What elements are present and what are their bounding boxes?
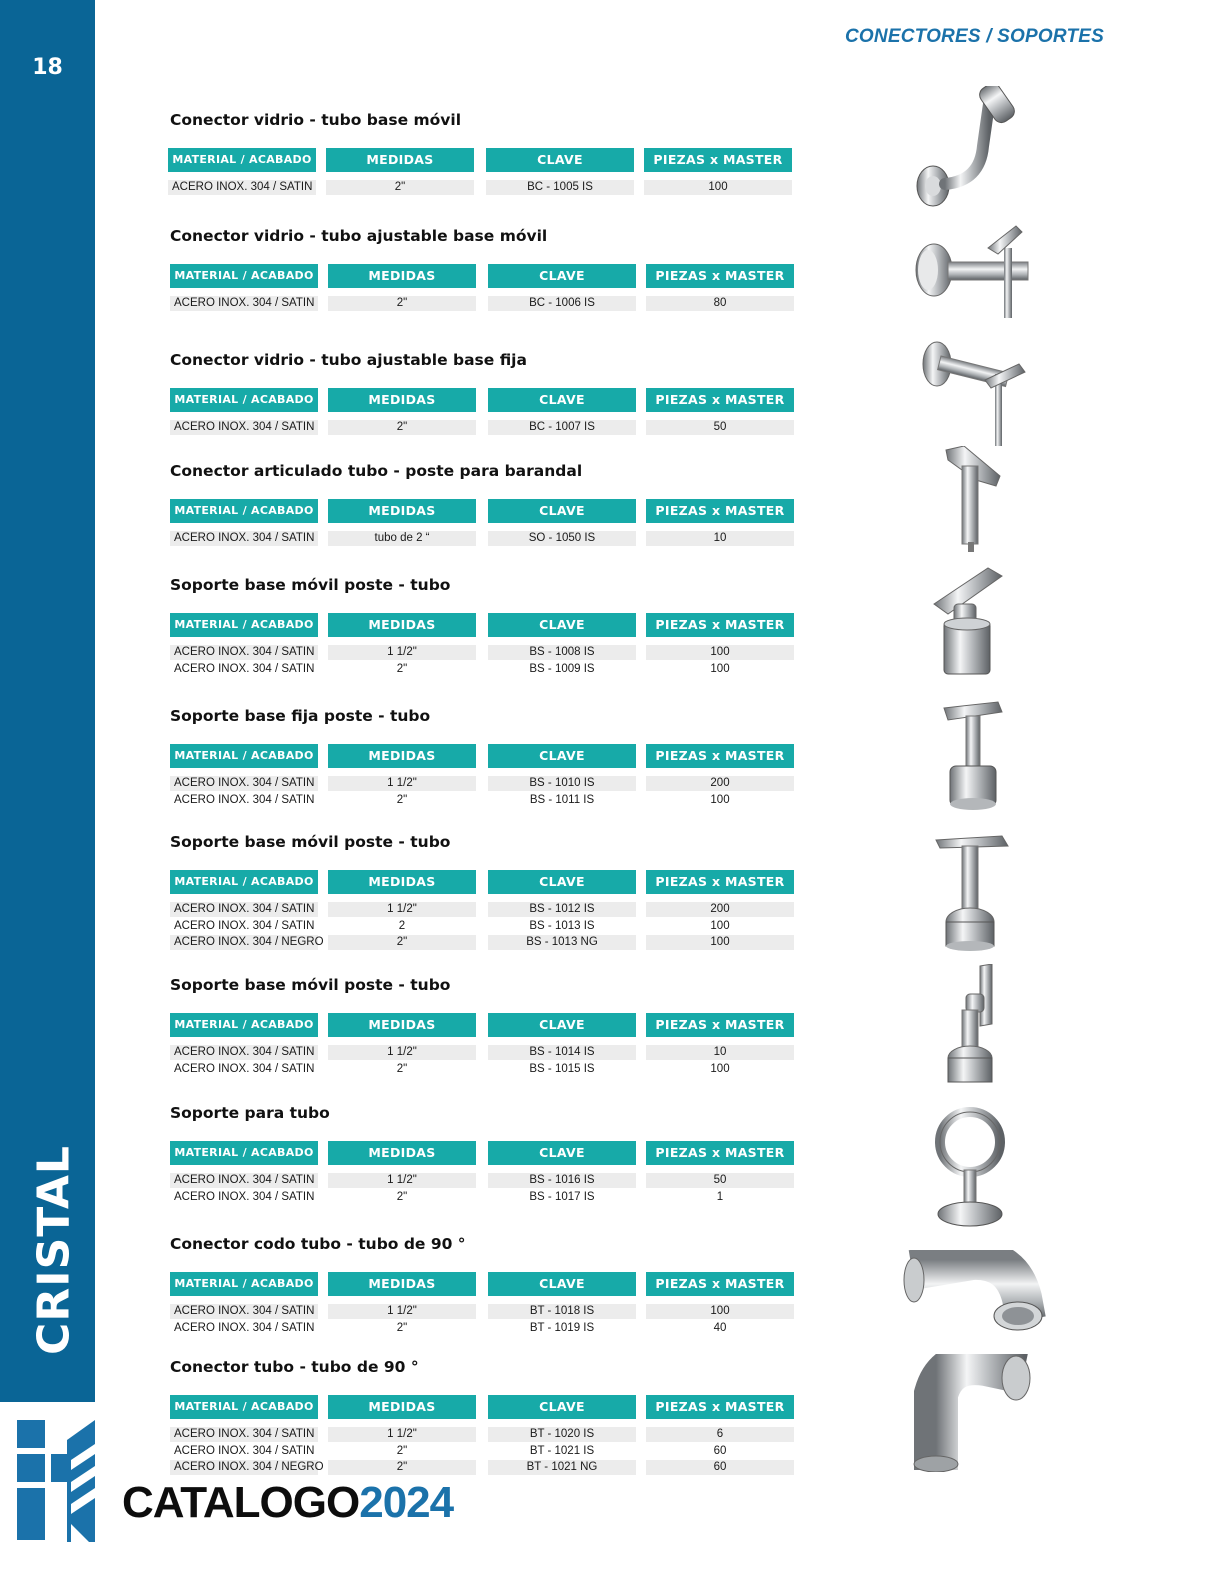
header-piezas: PIEZAS x MASTER — [646, 744, 794, 768]
header-clave: CLAVE — [488, 1272, 636, 1296]
cell-material: ACERO INOX. 304 / SATIN — [170, 296, 318, 311]
header-medidas: MEDIDAS — [328, 1013, 476, 1037]
cell-clave: BS - 1014 IS — [488, 1045, 636, 1060]
table-rows — [170, 531, 795, 548]
table-rows — [170, 1173, 795, 1206]
cell-material: ACERO INOX. 304 / SATIN — [170, 420, 318, 435]
table-rows — [170, 645, 795, 678]
cell-material: ACERO INOX. 304 / SATIN — [174, 1190, 315, 1203]
cell-piezas: 100 — [644, 180, 792, 195]
table-header — [170, 744, 795, 768]
brand-logo-icon — [17, 1420, 97, 1546]
header-clave: CLAVE — [488, 264, 636, 288]
table-row — [170, 902, 795, 919]
section-title: Conector articulado tubo - poste para barandal — [170, 462, 583, 480]
table-row — [170, 1190, 795, 1207]
table-row — [170, 1427, 795, 1444]
table-header — [170, 388, 795, 412]
cell-clave: BT - 1018 IS — [488, 1304, 636, 1319]
table-row — [170, 1460, 795, 1477]
glass-adjustable-connector-icon — [908, 218, 1038, 326]
cell-clave: BS - 1017 IS — [529, 1190, 595, 1203]
header-clave: CLAVE — [488, 613, 636, 637]
cell-medidas: 2" — [396, 1444, 408, 1457]
header-medidas: MEDIDAS — [328, 388, 476, 412]
cell-piezas: 6 — [646, 1427, 794, 1442]
cell-material: ACERO INOX. 304 / SATIN — [170, 1304, 318, 1319]
product-table — [170, 1141, 795, 1206]
product-table — [170, 613, 795, 678]
cell-piezas: 50 — [646, 1173, 794, 1188]
table-row — [170, 1062, 795, 1079]
cell-clave: BS - 1011 IS — [529, 793, 595, 806]
product-table — [170, 388, 795, 437]
header-material: MATERIAL / ACABADO — [170, 1013, 318, 1037]
product-table — [170, 264, 795, 313]
cell-material: ACERO INOX. 304 / NEGRO — [170, 1460, 318, 1475]
header-clave: CLAVE — [488, 1141, 636, 1165]
cell-medidas: 2" — [328, 935, 476, 950]
footer-year: 2024 — [359, 1478, 454, 1527]
header-piezas: PIEZAS x MASTER — [646, 1141, 794, 1165]
cell-piezas: 80 — [646, 296, 794, 311]
cell-material: ACERO INOX. 304 / SATIN — [170, 902, 318, 917]
cell-piezas: 100 — [710, 1062, 730, 1075]
header-piezas: PIEZAS x MASTER — [646, 613, 794, 637]
table-header — [170, 870, 795, 894]
cell-piezas: 100 — [646, 935, 794, 950]
header-piezas: PIEZAS x MASTER — [646, 1395, 794, 1419]
cell-material: ACERO INOX. 304 / SATIN — [170, 1045, 318, 1060]
header-material: MATERIAL / ACABADO — [170, 744, 318, 768]
header-clave: CLAVE — [488, 744, 636, 768]
section-title: Soporte base fija poste - tubo — [170, 707, 431, 725]
header-material: MATERIAL / ACABADO — [170, 1141, 318, 1165]
page-number: 18 — [32, 55, 63, 80]
cell-piezas: 40 — [713, 1321, 727, 1334]
table-rows — [168, 180, 793, 197]
header-medidas: MEDIDAS — [328, 264, 476, 288]
table-row — [170, 531, 795, 548]
header-material: MATERIAL / ACABADO — [170, 1395, 318, 1419]
header-clave: CLAVE — [488, 388, 636, 412]
cell-piezas: 10 — [646, 1045, 794, 1060]
header-clave: CLAVE — [488, 1395, 636, 1419]
header-clave: CLAVE — [488, 499, 636, 523]
table-header — [170, 1395, 795, 1419]
table-row — [170, 662, 795, 679]
cell-piezas: 100 — [710, 919, 730, 932]
table-row — [170, 935, 795, 952]
elbow-connector-icon — [902, 1250, 1046, 1344]
cell-clave: BS - 1012 IS — [488, 902, 636, 917]
section-title: Soporte base móvil poste - tubo — [170, 833, 451, 851]
table-row — [170, 420, 795, 437]
category-label: CRISTAL — [28, 1145, 80, 1355]
cell-medidas: 2" — [326, 180, 474, 195]
table-row — [170, 1173, 795, 1190]
cell-medidas: 2 — [398, 919, 406, 932]
section-title: Conector vidrio - tubo ajustable base fija — [170, 351, 527, 369]
footer-title — [122, 1478, 453, 1528]
cell-material: ACERO INOX. 304 / SATIN — [174, 919, 315, 932]
cell-medidas: 2" — [396, 662, 408, 675]
cell-clave: SO - 1050 IS — [488, 531, 636, 546]
section-title: Soporte base móvil poste - tubo — [170, 576, 451, 594]
header-title: CONECTORES / SOPORTES — [845, 26, 1104, 47]
header-medidas: MEDIDAS — [328, 870, 476, 894]
cell-medidas: 1 1/2" — [328, 645, 476, 660]
cell-clave: BT - 1021 IS — [529, 1444, 595, 1457]
table-header — [170, 613, 795, 637]
cell-piezas: 200 — [646, 902, 794, 917]
section-title: Conector codo tubo - tubo de 90 ° — [170, 1235, 466, 1253]
table-rows — [170, 1045, 795, 1078]
header-material: MATERIAL / ACABADO — [170, 499, 318, 523]
header-medidas: MEDIDAS — [328, 744, 476, 768]
product-table — [170, 1272, 795, 1337]
section-title: Soporte para tubo — [170, 1104, 330, 1122]
cell-piezas: 1 — [716, 1190, 724, 1203]
header-piezas: PIEZAS x MASTER — [646, 264, 794, 288]
header-material: MATERIAL / ACABADO — [170, 1272, 318, 1296]
articulated-post-connector-icon — [940, 446, 1004, 560]
cell-medidas: 1 1/2" — [328, 902, 476, 917]
cell-clave: BS - 1015 IS — [529, 1062, 595, 1075]
cell-material: ACERO INOX. 304 / SATIN — [174, 1321, 315, 1334]
cell-medidas: 2" — [328, 296, 476, 311]
glass-fixed-connector-icon — [915, 334, 1035, 452]
cell-material: ACERO INOX. 304 / SATIN — [170, 776, 318, 791]
header-material: MATERIAL / ACABADO — [168, 148, 316, 172]
table-rows — [170, 902, 795, 952]
cell-clave: BC - 1007 IS — [488, 420, 636, 435]
cell-medidas: 2" — [328, 1460, 476, 1475]
header-piezas: PIEZAS x MASTER — [646, 1272, 794, 1296]
cell-material: ACERO INOX. 304 / SATIN — [174, 1444, 315, 1457]
cell-material: ACERO INOX. 304 / NEGRO — [170, 935, 318, 950]
cell-clave: BC - 1005 IS — [486, 180, 634, 195]
cell-material: ACERO INOX. 304 / SATIN — [174, 793, 315, 806]
product-table — [168, 148, 793, 197]
cell-medidas: 2" — [396, 1190, 408, 1203]
cell-piezas: 60 — [646, 1460, 794, 1475]
cell-medidas: 2" — [396, 1321, 408, 1334]
table-header — [170, 264, 795, 288]
cell-clave: BS - 1016 IS — [488, 1173, 636, 1188]
header-clave: CLAVE — [488, 1013, 636, 1037]
cell-medidas: 2" — [396, 793, 408, 806]
header-medidas: MEDIDAS — [328, 613, 476, 637]
section-title: Conector tubo - tubo de 90 ° — [170, 1358, 419, 1376]
cell-medidas: 2" — [396, 1062, 408, 1075]
table-header — [170, 1141, 795, 1165]
product-table — [170, 499, 795, 548]
movable-post-support-tall-icon — [932, 834, 1012, 956]
product-table — [170, 1013, 795, 1078]
cell-medidas: 1 1/2" — [328, 1427, 476, 1442]
header-material: MATERIAL / ACABADO — [170, 870, 318, 894]
table-header — [168, 148, 793, 172]
cell-material: ACERO INOX. 304 / SATIN — [170, 531, 318, 546]
cell-clave: BT - 1019 IS — [529, 1321, 595, 1334]
table-row — [170, 1045, 795, 1062]
table-row — [170, 1321, 795, 1338]
cell-material: ACERO INOX. 304 / SATIN — [170, 645, 318, 660]
cell-clave: BS - 1013 NG — [488, 935, 636, 950]
cell-clave: BT - 1021 NG — [488, 1460, 636, 1475]
header-clave: CLAVE — [488, 870, 636, 894]
cell-piezas: 100 — [646, 645, 794, 660]
header-medidas: MEDIDAS — [328, 1395, 476, 1419]
cell-material: ACERO INOX. 304 / SATIN — [174, 1062, 315, 1075]
cell-piezas: 100 — [710, 662, 730, 675]
table-row — [170, 919, 795, 936]
header-material: MATERIAL / ACABADO — [170, 264, 318, 288]
cell-medidas: 1 1/2" — [328, 1045, 476, 1060]
header-clave: CLAVE — [486, 148, 634, 172]
footer-word: CATALOGO — [122, 1478, 360, 1527]
section-title: Conector vidrio - tubo ajustable base móvil — [170, 227, 548, 245]
header-piezas: PIEZAS x MASTER — [646, 388, 794, 412]
cell-piezas: 60 — [713, 1444, 727, 1457]
cell-medidas: 2" — [328, 420, 476, 435]
handrail-bracket-movable-icon — [905, 86, 1035, 214]
table-header — [170, 1013, 795, 1037]
cell-piezas: 50 — [646, 420, 794, 435]
section-title: Soporte base móvil poste - tubo — [170, 976, 451, 994]
table-rows — [170, 1427, 795, 1477]
cell-medidas: tubo de 2 “ — [328, 531, 476, 546]
header-piezas: PIEZAS x MASTER — [646, 870, 794, 894]
product-table — [170, 870, 795, 952]
header-piezas: PIEZAS x MASTER — [644, 148, 792, 172]
header-material: MATERIAL / ACABADO — [170, 388, 318, 412]
table-header — [170, 1272, 795, 1296]
table-row — [170, 1444, 795, 1461]
table-row — [170, 645, 795, 662]
cell-clave: BS - 1008 IS — [488, 645, 636, 660]
header-material: MATERIAL / ACABADO — [170, 613, 318, 637]
cell-medidas: 1 1/2" — [328, 1304, 476, 1319]
product-table — [170, 1395, 795, 1477]
table-row — [170, 776, 795, 793]
table-rows — [170, 776, 795, 809]
header-medidas: MEDIDAS — [328, 499, 476, 523]
table-row — [170, 793, 795, 810]
cell-material: ACERO INOX. 304 / SATIN — [170, 1173, 318, 1188]
fixed-post-support-icon — [940, 700, 1006, 816]
cell-piezas: 200 — [646, 776, 794, 791]
header-piezas: PIEZAS x MASTER — [646, 499, 794, 523]
table-row — [170, 1304, 795, 1321]
table-row — [168, 180, 793, 197]
table-header — [170, 499, 795, 523]
cell-piezas: 10 — [646, 531, 794, 546]
product-table — [170, 744, 795, 809]
cell-clave: BS - 1013 IS — [529, 919, 595, 932]
cell-material: ACERO INOX. 304 / SATIN — [170, 1427, 318, 1442]
movable-post-support-icon — [928, 566, 1008, 682]
cell-clave: BS - 1010 IS — [488, 776, 636, 791]
cell-material: ACERO INOX. 304 / SATIN — [174, 662, 315, 675]
ring-tube-support-icon — [934, 1102, 1008, 1234]
cell-clave: BT - 1020 IS — [488, 1427, 636, 1442]
header-medidas: MEDIDAS — [326, 148, 474, 172]
header-medidas: MEDIDAS — [328, 1141, 476, 1165]
table-rows — [170, 296, 795, 313]
table-rows — [170, 420, 795, 437]
cell-medidas: 1 1/2" — [328, 1173, 476, 1188]
cell-material: ACERO INOX. 304 / SATIN — [168, 180, 316, 195]
cell-clave: BC - 1006 IS — [488, 296, 636, 311]
cell-clave: BS - 1009 IS — [529, 662, 595, 675]
movable-post-support-swivel-icon — [942, 964, 1002, 1092]
table-rows — [170, 1304, 795, 1337]
cell-piezas: 100 — [646, 1304, 794, 1319]
cell-medidas: 1 1/2" — [328, 776, 476, 791]
header-piezas: PIEZAS x MASTER — [646, 1013, 794, 1037]
header-medidas: MEDIDAS — [328, 1272, 476, 1296]
cell-piezas: 100 — [710, 793, 730, 806]
section-title: Conector vidrio - tubo base móvil — [170, 111, 462, 129]
corner-connector-icon — [906, 1354, 1032, 1476]
table-row — [170, 296, 795, 313]
